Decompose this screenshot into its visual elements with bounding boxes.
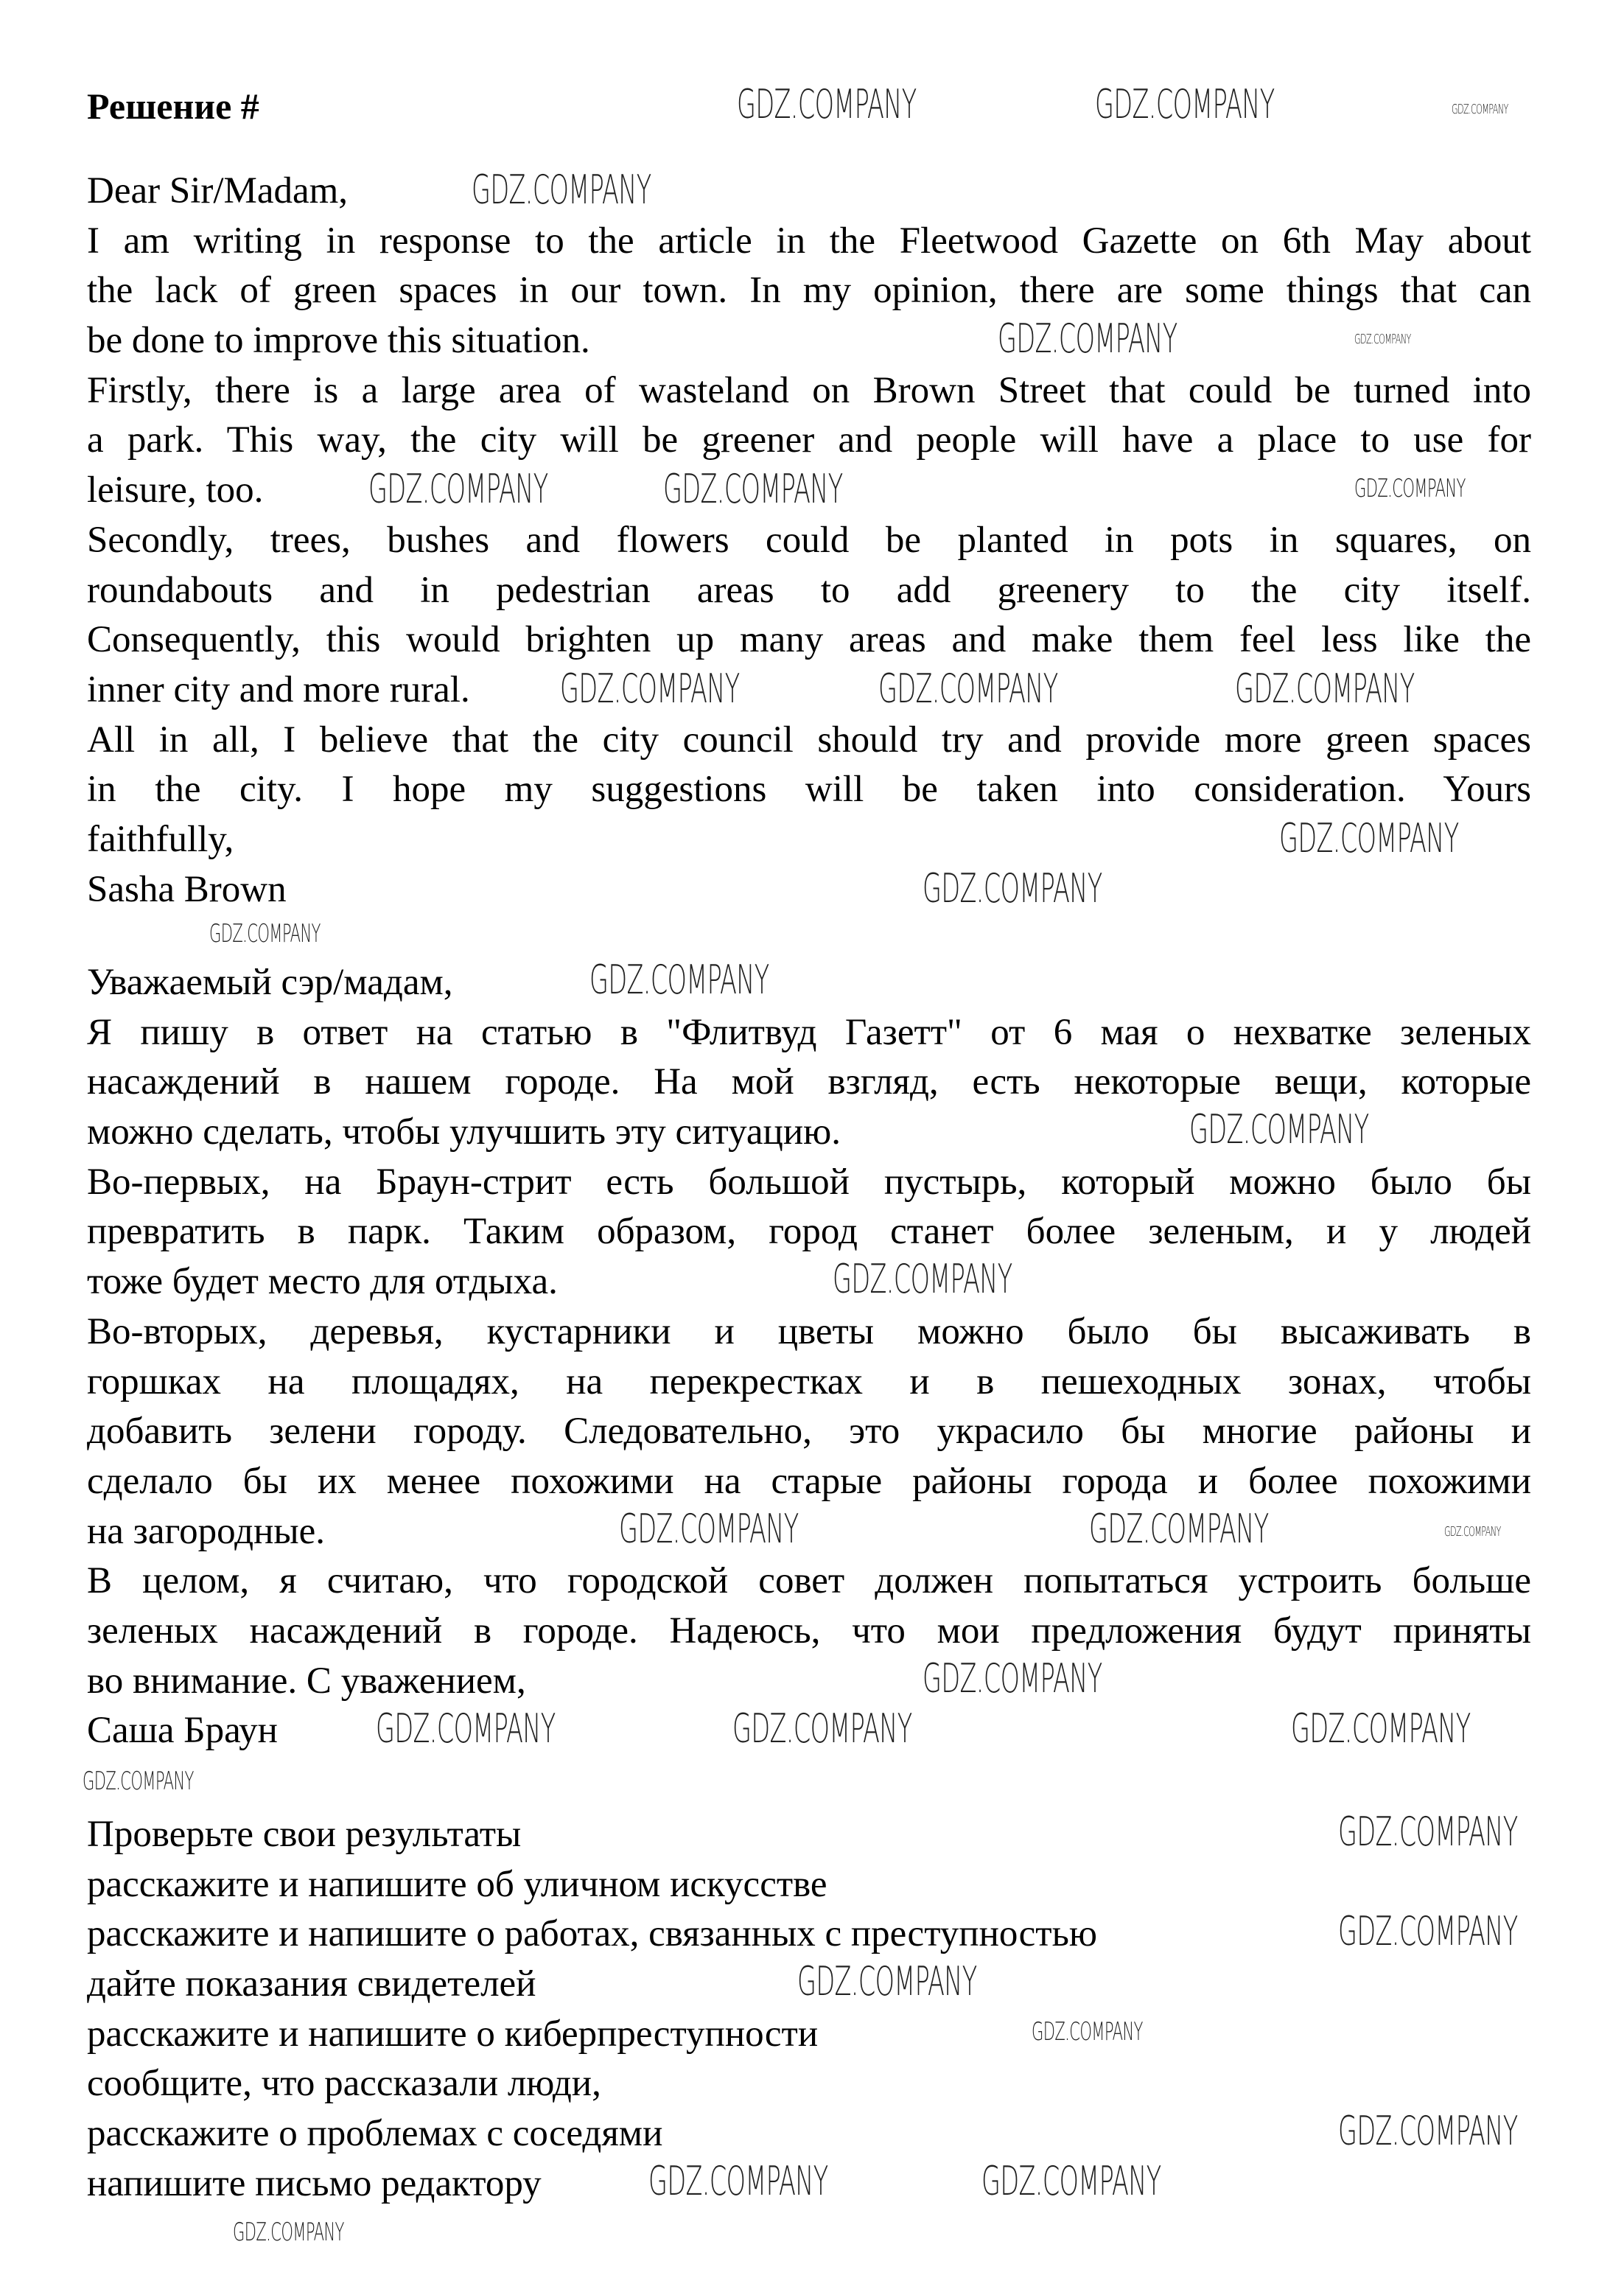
letter-line: be done to improve this situation.: [87, 320, 590, 362]
watermark: GDZ.COMPANY: [1032, 2017, 1143, 2047]
watermark: GDZ.COMPANY: [1338, 1908, 1518, 1954]
letter-line: превратить в парк. Таким образом, город станет более зеленым, и у людей: [87, 1211, 1531, 1253]
watermark: GDZ.COMPANY: [376, 1705, 556, 1752]
letter-line: in the city. I hope my suggestions will be taken into consideration. Yours: [87, 769, 1531, 811]
watermark: GDZ.COMPANY: [1235, 665, 1415, 712]
checklist: [87, 1810, 1531, 2209]
watermark: GDZ.COMPANY: [1338, 2108, 1518, 2154]
checklist-item: напишите письмо редактору: [87, 2162, 542, 2204]
letter-line: насаждений в нашем городе. На мой взгляд, есть некоторые вещи, которые: [87, 1061, 1531, 1103]
letter-line: All in all, I believe that the city council should try and provide more green spaces: [87, 719, 1531, 761]
letter-line: Я пишу в ответ на статью в "Флитвуд Газетт" от 6 мая о нехватке зеленых: [87, 1011, 1531, 1053]
watermark: GDZ.COMPANY: [589, 957, 769, 1003]
letter-line: сделало бы их менее похожими на старые районы города и более похожими: [87, 1460, 1531, 1502]
watermark: GDZ.COMPANY: [1189, 1106, 1369, 1153]
letter-signature: Sasha Brown: [87, 868, 287, 910]
letter-line: Уважаемый сэр/мадам,: [87, 962, 453, 1003]
letter-line: faithfully,: [87, 818, 234, 860]
watermark: GDZ.COMPANY: [663, 466, 843, 512]
checklist-item: дайте показания свидетелей: [87, 1963, 536, 2005]
watermark: GDZ.COMPANY: [1354, 474, 1466, 503]
watermark: GDZ.COMPANY: [797, 1958, 977, 2005]
watermark: GDZ.COMPANY: [1338, 1809, 1518, 1855]
letter-line: Consequently, this would brighten up many areas and make them feel less like the: [87, 619, 1531, 661]
letter-line: Во-вторых, деревья, кустарники и цветы можно было бы высаживать в: [87, 1310, 1531, 1352]
letter-line: можно сделать, чтобы улучшить эту ситуацию.: [87, 1111, 841, 1153]
watermark: GDZ.COMPANY: [998, 315, 1177, 362]
watermark: GDZ.COMPANY: [1089, 1506, 1269, 1552]
watermark: GDZ.COMPANY: [560, 665, 740, 712]
checklist-item: расскажите о проблемах с соседями: [87, 2113, 663, 2155]
letter-line: inner city and more rural.: [87, 668, 470, 710]
letter-line: I am writing in response to the article in the Fleetwood Gazette on 6th May about: [87, 220, 1531, 262]
page-title: Решение #: [87, 85, 259, 127]
watermark: GDZ.COMPANY: [1444, 1524, 1501, 1540]
watermark: GDZ.COMPANY: [368, 466, 548, 512]
letter-line: В целом, я считаю, что городской совет должен попытаться устроить больше: [87, 1560, 1531, 1602]
letter-line: Во-первых, на Браун-стрит есть большой пустырь, который можно было бы: [87, 1161, 1531, 1203]
watermark: GDZ.COMPANY: [923, 1655, 1102, 1702]
watermark: GDZ.COMPANY: [209, 919, 321, 948]
watermark: GDZ.COMPANY: [833, 1256, 1012, 1302]
letter-signature: Саша Браун: [87, 1710, 278, 1752]
checklist-item: расскажите и напишите об уличном искусстве: [87, 1863, 827, 1905]
letter-line: Dear Sir/Madam,: [87, 170, 349, 212]
watermark: GDZ.COMPANY: [83, 1767, 194, 1796]
letter-line: Secondly, trees, bushes and flowers could be planted in pots in squares, on: [87, 519, 1531, 561]
watermark: GDZ.COMPANY: [619, 1506, 799, 1552]
checklist-item: сообщите, что рассказали люди,: [87, 2063, 601, 2105]
watermark: GDZ.COMPANY: [981, 2158, 1161, 2204]
watermark: GDZ.COMPANY: [233, 2218, 344, 2247]
letter-line: roundabouts and in pedestrian areas to add greenery to the city itself.: [87, 569, 1531, 611]
watermark: GDZ.COMPANY: [1095, 81, 1275, 127]
checklist-title: Проверьте свои результаты: [87, 1814, 522, 1855]
watermark: GDZ.COMPANY: [472, 167, 651, 213]
letter-line: во внимание. С уважением,: [87, 1660, 526, 1702]
watermark: GDZ.COMPANY: [1452, 102, 1508, 117]
watermark: GDZ.COMPANY: [1354, 332, 1411, 347]
watermark: GDZ.COMPANY: [923, 865, 1102, 912]
watermark: GDZ.COMPANY: [732, 1705, 912, 1752]
letter-line: leisure, too.: [87, 469, 264, 511]
letter-line: добавить зелени городу. Следовательно, это украсило бы многие районы и: [87, 1411, 1531, 1453]
watermark: GDZ.COMPANY: [1279, 815, 1459, 862]
english-letter: [87, 167, 1531, 915]
letter-line: тоже будет место для отдыха.: [87, 1261, 558, 1303]
checklist-item: расскажите и напишите о работах, связанных с преступностью: [87, 1913, 1097, 1955]
checklist-item: расскажите и напишите о киберпреступности: [87, 2013, 819, 2055]
letter-line: горшках на площадях, на перекрестках и в пешеходных зонах, чтобы: [87, 1360, 1531, 1402]
letter-line: a park. This way, the city will be greener and people will have a place to use for: [87, 419, 1531, 461]
letter-line: зеленых насаждений в городе. Надеюсь, что мои предложения будут приняты: [87, 1610, 1531, 1652]
watermark: GDZ.COMPANY: [878, 665, 1058, 712]
letter-line: Firstly, there is a large area of wasteland on Brown Street that could be turned into: [87, 369, 1531, 411]
watermark: GDZ.COMPANY: [1291, 1705, 1471, 1752]
russian-letter: [87, 958, 1531, 1756]
letter-line: на загородные.: [87, 1510, 326, 1552]
watermark: GDZ.COMPANY: [648, 2158, 828, 2204]
letter-line: the lack of green spaces in our town. In my opinion, there are some things that can: [87, 270, 1531, 312]
watermark: GDZ.COMPANY: [737, 81, 917, 127]
